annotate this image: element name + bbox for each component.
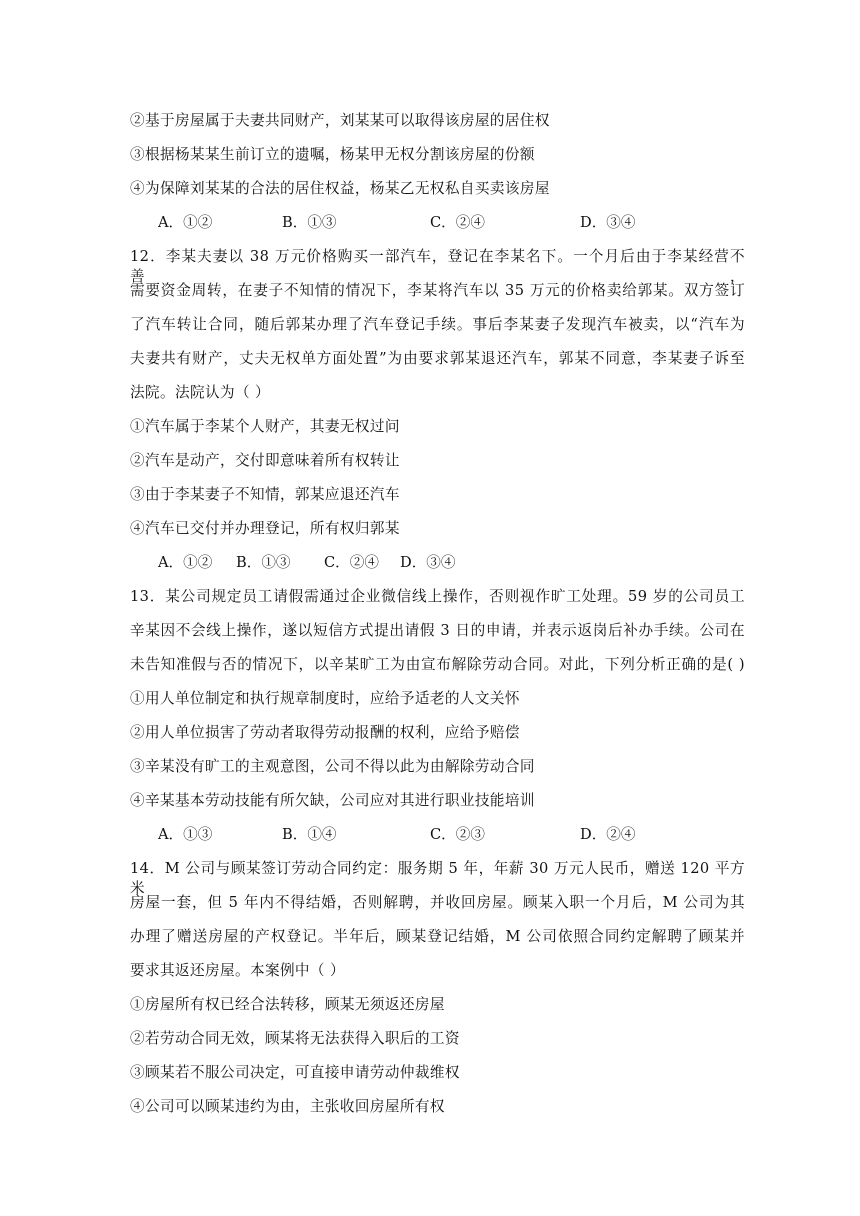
q14-stem-line: 办理了赠送房屋的产权登记。半年后，顾某登记结婚，M 公司依照合同约定解聘了顾某并 (130, 928, 745, 945)
q12-option-b[interactable]: B．①③ (236, 554, 291, 571)
q13-option-a[interactable]: A．①③ (158, 826, 213, 843)
q12-option-a[interactable]: A．①② (158, 554, 213, 571)
q12-stem-line: 12．李某夫妻以 38 万元价格购买一部汽车，登记在李某名下。一个月后由于李某经营不善， (130, 248, 745, 285)
q12-item-2: ②汽车是动产，交付即意味着所有权转让 (130, 452, 400, 469)
q13-option-b[interactable]: B．①④ (282, 826, 337, 843)
q12-stem-line: 需要资金周转，在妻子不知情的情况下，李某将汽车以 35 万元的价格卖给郭某。双方签订 (130, 282, 745, 299)
q11-option-c[interactable]: C．②④ (430, 214, 485, 231)
q14-item-4: ④公司可以顾某违约为由，主张收回房屋所有权 (130, 1098, 445, 1115)
q12-stem-line: 夫妻共有财产，丈夫无权单方面处置”为由要求郭某退还汽车，郭某不同意，李某妻子诉至 (130, 350, 745, 367)
q14-stem-line: 14．M 公司与顾某签订劳动合同约定：服务期 5 年，年薪 30 万元人民币，赠送 120 平方米 (130, 860, 745, 897)
q12-item-3: ③由于李某妻子不知情，郭某应退还汽车 (130, 486, 400, 503)
q13-stem-line: 未告知准假与否的情况下，以辛某旷工为由宣布解除劳动合同。对此，下列分析正确的是( ) (130, 656, 745, 673)
q13-item-3: ③辛某没有旷工的主观意图，公司不得以此为由解除劳动合同 (130, 758, 535, 775)
q11-item-4: ④为保障刘某某的合法的居住权益，杨某乙无权私自买卖该房屋 (130, 180, 550, 197)
q11-item-2: ②基于房屋属于夫妻共同财产，刘某某可以取得该房屋的居住权 (130, 112, 550, 129)
q11-option-a[interactable]: A．①② (158, 214, 213, 231)
q14-item-1: ①房屋所有权已经合法转移，顾某无须返还房屋 (130, 996, 445, 1013)
q14-item-2: ②若劳动合同无效，顾某将无法获得入职后的工资 (130, 1030, 460, 1047)
q13-stem-line: 辛某因不会线上操作，遂以短信方式提出请假 3 日的申请，并表示返岗后补办手续。公司在 (130, 622, 745, 639)
q11-item-3: ③根据杨某某生前订立的遗嘱，杨某甲无权分割该房屋的份额 (130, 146, 535, 163)
q13-option-d[interactable]: D．②④ (580, 826, 636, 843)
q13-item-2: ②用人单位损害了劳动者取得劳动报酬的权利，应给予赔偿 (130, 724, 520, 741)
q12-option-c[interactable]: C．②④ (324, 554, 379, 571)
q11-option-b[interactable]: B．①③ (282, 214, 337, 231)
q12-item-4: ④汽车已交付并办理登记，所有权归郭某 (130, 520, 400, 537)
q13-item-4: ④辛某基本劳动技能有所欠缺，公司应对其进行职业技能培训 (130, 792, 535, 809)
q14-stem-line: 房屋一套，但 5 年内不得结婚，否则解聘，并收回房屋。顾某入职一个月后，M 公司为其 (130, 894, 745, 911)
q12-stem-line: 法院。法院认为（ ） (130, 384, 270, 401)
q12-item-1: ①汽车属于李某个人财产，其妻无权过问 (130, 418, 400, 435)
q14-stem-line: 要求其返还房屋。本案例中（ ） (130, 962, 345, 979)
q11-option-d[interactable]: D．③④ (580, 214, 636, 231)
q12-stem-line: 了汽车转让合同，随后郭某办理了汽车登记手续。事后李某妻子发现汽车被卖，以“汽车为 (130, 316, 745, 333)
q13-stem-line: 13．某公司规定员工请假需通过企业微信线上操作，否则视作旷工处理。59 岁的公司员工 (130, 588, 745, 605)
q13-item-1: ①用人单位制定和执行规章制度时，应给予适老的人文关怀 (130, 690, 520, 707)
q12-option-d[interactable]: D．③④ (400, 554, 456, 571)
q13-option-c[interactable]: C．②③ (430, 826, 485, 843)
q14-item-3: ③顾某若不服公司决定，可直接申请劳动仲裁维权 (130, 1064, 460, 1081)
